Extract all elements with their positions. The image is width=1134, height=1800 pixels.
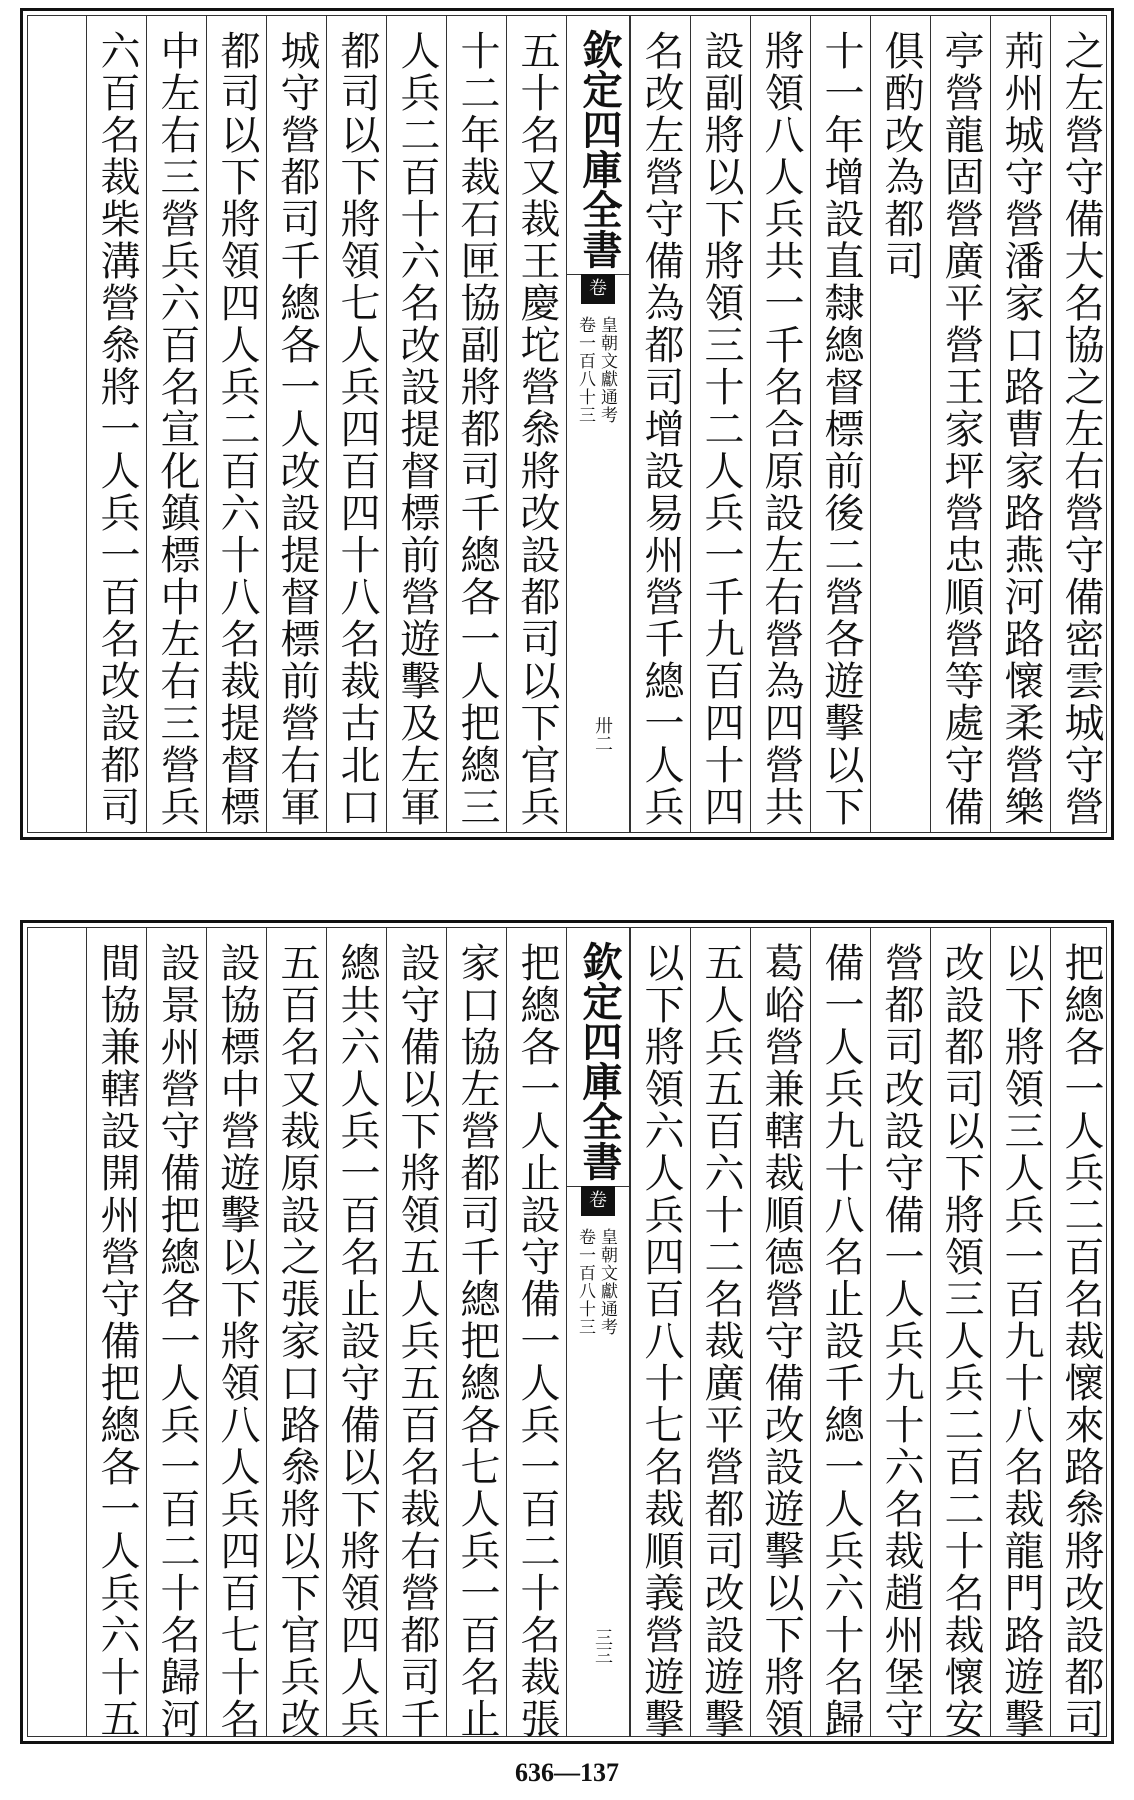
text-column (506, 16, 566, 832)
column-text: 以下將領六人兵四百八十七名裁順義營遊擊 (638, 942, 684, 1740)
chapter-volume: 卷一百八十三 (575, 1228, 595, 1336)
text-column (810, 928, 870, 1740)
text-column (930, 928, 990, 1740)
column-text: 俱酌改為都司 (878, 30, 924, 282)
text-column (1050, 928, 1110, 1740)
column-text: 間協兼轄設開州營守備把總各一人兵六十五 (94, 942, 140, 1740)
column-text: 設景州營守備把總各一人兵一百二十名歸河 (154, 942, 200, 1740)
column-text: 設守備以下將領五人兵五百名裁右營都司千 (394, 942, 440, 1740)
text-column (206, 16, 266, 832)
column-text: 改設都司以下將領三人兵二百二十名裁懷安 (938, 942, 984, 1740)
fishtail-mark: 卷 (581, 274, 615, 304)
text-column (810, 16, 870, 832)
column-text: 把總各一人兵二百名裁懷來路叅將改設都司 (1058, 942, 1104, 1740)
text-column (86, 16, 146, 832)
text-column (750, 16, 810, 832)
column-text: 六百名裁柴溝營叅將一人兵一百名改設都司 (94, 30, 140, 828)
page-frame (27, 927, 1107, 1740)
column-text: 五十名又裁王慶坨營叅將改設都司以下官兵 (514, 30, 560, 828)
text-column (326, 16, 386, 832)
fishtail-mark: 卷 (581, 1186, 615, 1216)
center-fold-column (566, 928, 630, 1736)
column-text: 十一年增設直隸總督標前後二營各遊擊以下 (818, 30, 864, 828)
text-column (690, 16, 750, 832)
book-title: 欽定四庫全書 (567, 24, 629, 275)
column-text: 名改左營守備為都司增設易州營千總一人兵 (638, 30, 684, 828)
text-column (446, 16, 506, 832)
text-column (630, 16, 690, 832)
column-text: 設協標中營遊擊以下將領八人兵四百七十名 (214, 942, 260, 1740)
column-text: 之左營守備大名協之左右營守備密雲城守營 (1058, 30, 1104, 828)
page-frame (27, 15, 1107, 833)
column-text: 五百名又裁原設之張家口路叅將以下官兵改 (274, 942, 320, 1740)
column-text: 備一人兵九十八名止設千總一人兵六十名歸 (818, 942, 864, 1740)
column-text: 荊州城守營潘家口路曹家路燕河路懷柔營樂 (998, 30, 1044, 828)
column-text: 城守營都司千總各一人改設提督標前營右軍 (274, 30, 320, 828)
text-column (266, 16, 326, 832)
text-column (990, 928, 1050, 1740)
text-column (870, 16, 930, 832)
text-column (266, 928, 326, 1740)
chapter-title: 皇朝文獻通考 (597, 316, 617, 424)
column-text: 把總各一人止設守備一人兵一百二十名裁張 (514, 942, 560, 1740)
text-column (386, 16, 446, 832)
document-page-top (20, 8, 1114, 840)
page-number-footer: 636—137 (515, 1758, 619, 1787)
text-column (146, 928, 206, 1740)
chapter-title: 皇朝文獻通考 (597, 1228, 617, 1336)
text-column (506, 928, 566, 1740)
text-column (990, 16, 1050, 832)
column-text: 都司以下將領四人兵二百六十八名裁提督標 (214, 30, 260, 828)
book-title: 欽定四庫全書 (567, 936, 629, 1187)
text-column (750, 928, 810, 1740)
column-text: 十二年裁石匣協副將都司千總各一人把總三 (454, 30, 500, 828)
chapter-info (575, 1228, 617, 1336)
text-column (1050, 16, 1110, 832)
text-column (870, 928, 930, 1740)
column-text: 總共六人兵一百名止設守備以下將領四人兵 (334, 942, 380, 1740)
column-text: 將領八人兵共一千名合原設左右營為四營共 (758, 30, 804, 828)
column-text: 人兵二百十六名改設提督標前營遊擊及左軍 (394, 30, 440, 828)
leaf-number: 卅二 (592, 716, 613, 752)
text-column (446, 928, 506, 1740)
column-text: 五人兵五百六十二名裁廣平營都司改設遊擊 (698, 942, 744, 1740)
column-text: 營都司改設守備一人兵九十六名裁趙州堡守 (878, 942, 924, 1740)
column-text: 以下將領三人兵一百九十八名裁龍門路遊擊 (998, 942, 1044, 1740)
center-fold-column (566, 16, 630, 832)
column-text: 葛峪營兼轄裁順德營守備改設遊擊以下將領 (758, 942, 804, 1740)
text-column (386, 928, 446, 1740)
text-column (930, 16, 990, 832)
chapter-volume: 卷一百八十三 (575, 316, 595, 424)
column-text: 中左右三營兵六百名宣化鎮標中左右三營兵 (154, 30, 200, 828)
column-text: 家口協左營都司千總把總各七人兵一百名止 (454, 942, 500, 1740)
column-text: 設副將以下將領三十二人兵一千九百四十四 (698, 30, 744, 828)
text-column (326, 928, 386, 1740)
text-column (206, 928, 266, 1740)
text-column (146, 16, 206, 832)
column-text: 都司以下將領七人兵四百四十八名裁古北口 (334, 30, 380, 828)
leaf-number: 三三 (592, 1628, 613, 1664)
text-column (690, 928, 750, 1740)
column-text: 亭營龍固營廣平營王家坪營忠順營等處守備 (938, 30, 984, 828)
text-column (630, 928, 690, 1740)
text-column (86, 928, 146, 1740)
chapter-info (575, 316, 617, 424)
document-page-bottom (20, 920, 1114, 1744)
